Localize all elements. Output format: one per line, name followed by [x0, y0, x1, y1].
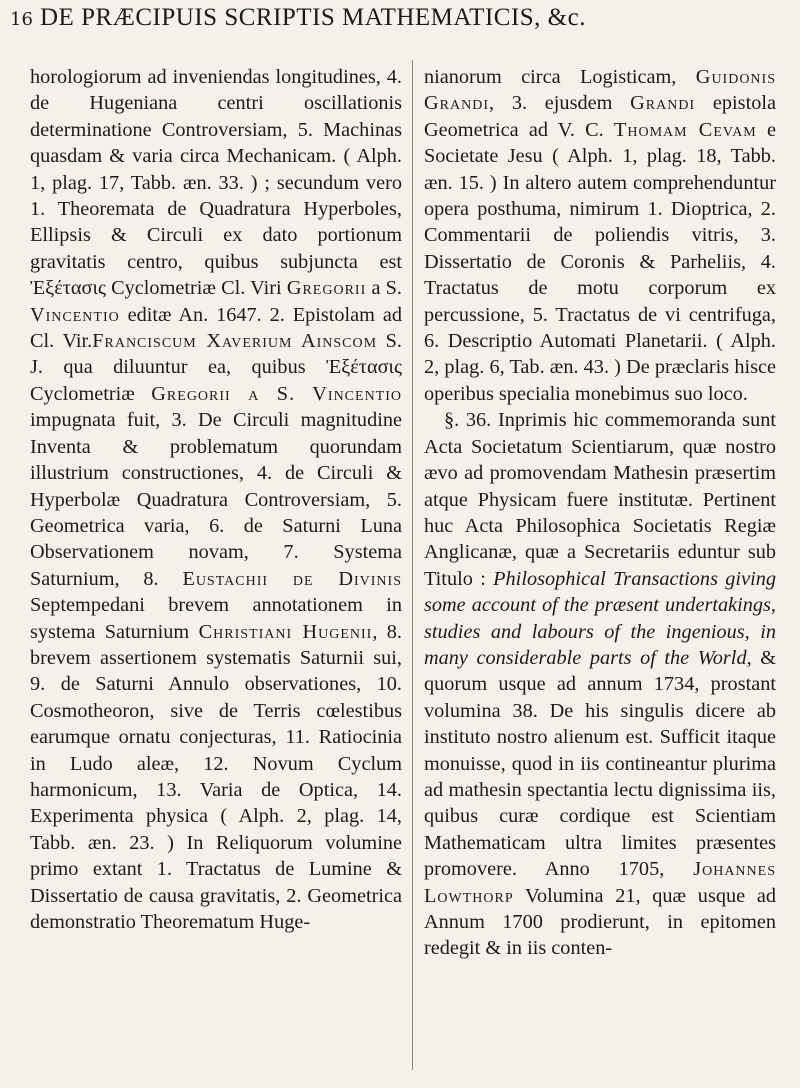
running-title: DE PRÆCIPUIS SCRIPTIS MATHEMATICIS, &c.: [40, 4, 586, 31]
text-run: e Societate Jesu ( Alph. 1, plag. 18, Tabb. æn. 15. ) In altero autem comprehenduntur opera posthuma, nimirum 1. Dioptrica, 2. Commentarii de poliendis vitris, 3. Dissertatio de Coronis & Parheliis, 4. Tractatus de motu corporum ex percussione, 5. Tractatus de vi centrifuga, 6. Descriptio Automati Planetarii. ( Alph. 2, plag. 6, Tab. æn. 43. ) De præclaris hisce operibus specialia monebimus suo loco.: [424, 118, 776, 405]
column-divider: [412, 60, 413, 1070]
text-run: nianorum circa Logisticam,: [424, 66, 677, 88]
author-name: Gregorii: [286, 277, 367, 300]
author-name: Thomam Cevam: [613, 118, 757, 141]
author-name: Gregorii a S. Vincentio: [151, 382, 403, 405]
text-run: editæ An. 1647. 2. Epistolam ad Cl. Vir.: [30, 303, 402, 353]
author-name: Guidonis Grandi: [424, 66, 776, 115]
running-header: [10, 4, 790, 48]
right-column: [424, 64, 776, 962]
section-paragraph: [424, 407, 776, 962]
text-run: impugnata fuit, 3. De Circuli magnitudine Inventa & problematum quorundam illustrium constructiones, 4. de Circuli & Hyperbolæ Quadratura Controversiam, 5. Geometrica varia, 6. de Saturni Luna Observationem novam, 7. Systema Saturnium, 8.: [30, 409, 402, 590]
text-run: S. J. qua diluuntur ea, quibus Ἐξέτασις Cyclometriæ: [30, 330, 402, 405]
text-run: a S.: [371, 277, 403, 300]
author-name: Johannes Lowthorp: [424, 858, 776, 907]
text-run: epistola Geometrica ad V. C.: [424, 92, 776, 141]
right-paragraph: [424, 64, 776, 407]
left-column: [30, 64, 402, 935]
author-name: Franciscum Xaverium Ainscom: [92, 330, 378, 353]
english-title: Philosophical Transactions giving some account of the præsent undertakings, studies and labours of the ingenious, in many considerable parts of the World: [424, 567, 776, 669]
author-name: Christiani Hugenii: [198, 620, 373, 643]
text-run: , 8. brevem assertionem systematis Saturnii sui, 9. de Saturni Annulo observationes, 10. Cosmotheoron, sive de Terris cœlestibus earumque ornatu conjecturas, 11. Ratiocinia in Ludo aleæ, 12. Novum Cyclum harmonicum, 13. Varia de Optica, 14. Experimenta physica ( Alph. 2, plag. 14, Tabb. æn. 23. ) In Reliquorum volumine primo extant 1. Tractatus de Lumine & Dissertatio de causa gravitatis, 2. Geometrica demonstratio Theorematum Huge-: [30, 620, 402, 933]
page-number: 16: [10, 9, 33, 30]
text-run: §. 36. Inprimis hic commemoranda sunt Acta Societatum Scientiarum, quæ nostro ævo ad promovendam Mathesin præsertim atque Physicam fuere institutæ. Pertinent huc Acta Philosophica Societatis Regiæ Anglicanæ, quæ a Secretariis eduntur sub Titulo :: [424, 409, 776, 590]
text-run: , & quorum usque ad annum 1734, prostant volumina 38. De his singulis dicere ab instituto nostro alienum est. Sufficit itaque monuisse, quod in iis contineantur plurima ad mathesin spectantia lectu dignissima iis, quibus curæ cordique est Scientiam Mathematicam ultra limites præsentes promovere. Anno 1705,: [424, 646, 776, 881]
text-run: Volumina 21, quæ usque ad Annum 1700 prodierunt, in epitomen redegit & in iis conten-: [424, 884, 776, 960]
text-run: horologiorum ad inveniendas longitudines, 4. de Hugeniana centri oscillationis determinatione Controversiam, 5. Machinas quasdam & varia circa Mechanicam. ( Alph. 1, plag. 17, Tabb. æn. 33. ) ; secundum vero 1. Theoremata de Quadratura Hyperboles, Ellipsis & Circuli ex dato portionum gravitatis centro, quibus subjuncta est Ἐξέτασις Cyclometriæ Cl. Viri: [30, 66, 402, 300]
text-run: Septempedani brevem annotationem in systema Saturnium: [30, 594, 402, 643]
author-name: Eustachii de Divinis: [182, 567, 402, 590]
text-run: , 3. ejusdem: [488, 92, 613, 115]
left-paragraph: [30, 64, 402, 935]
author-name: Vincentio: [30, 303, 120, 326]
author-name: Grandi: [630, 92, 696, 115]
